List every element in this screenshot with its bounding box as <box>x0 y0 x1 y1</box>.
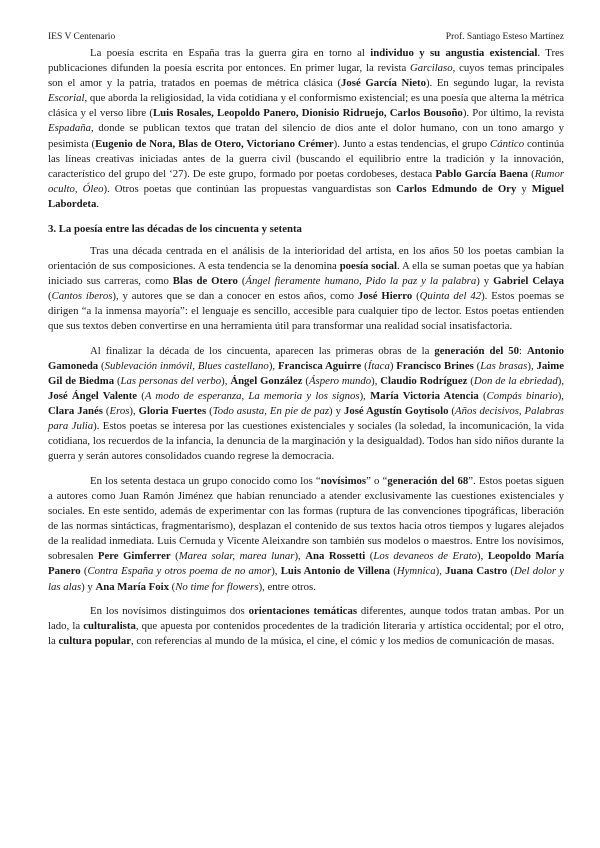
italic-title: Las personas del verbo <box>120 374 222 387</box>
text-run: ). Por último, la revista <box>462 107 565 120</box>
text-run: ), <box>435 565 446 578</box>
italic-title: Hymnica <box>396 565 436 578</box>
bold-text: Pere Gimferrer <box>97 550 171 563</box>
bold-text: Francisco Brines <box>396 359 474 372</box>
paragraph <box>48 344 564 465</box>
text-run: En los setenta destaca un grupo conocido como los “ <box>90 474 321 487</box>
italic-title: Años decisivos, Palabras para Julia <box>48 404 564 433</box>
paragraph <box>48 474 564 595</box>
bold-text: poesía social <box>339 259 397 272</box>
paragraph <box>48 604 564 649</box>
bold-text: Blas de Otero <box>172 274 238 287</box>
bold-text: Ángel González <box>230 374 303 387</box>
paragraph <box>48 244 564 335</box>
text-run: ), <box>557 374 565 387</box>
text-run: ”. Estos poetas siguen a autores como Juan Ramón Jiménez que habían renunciado a atender exclusivamente las cuestiones existenciales y sociales. En este sentido, además de experimentar con las formas (ruptura de las convenciones tipográficas, liberación de las normas sintácticas, fragmentarismo), desplazan el contenido de sus textos hacia otros tiempos y lugares alejados de la realidad inmediata. Luis Cernuda y Vicente Aleixandre son también sus modelos o maestros. Entre los novísimos, sobresalen <box>48 474 564 563</box>
text-run: . A ella se suman poetas que ya habían iniciado sus carreras, como <box>48 259 564 287</box>
text-run: ( <box>448 404 456 417</box>
text-run: ( <box>237 274 246 287</box>
text-run: ( <box>137 389 145 402</box>
italic-title: Quinta del 42 <box>419 289 482 302</box>
text-run: ( <box>170 550 179 563</box>
italic-title: Las brasas <box>480 359 528 372</box>
text-run: ), y autores que se dan a conocer en estos años, como <box>112 289 358 302</box>
italic-title: Ángel fieramente humano, Pido la paz y la palabra <box>245 274 477 287</box>
bold-text: José Hierro <box>357 289 413 302</box>
text-run: ), <box>477 550 488 563</box>
text-run: ( <box>473 359 481 372</box>
text-run: La poesía escrita en España tras la guerra gira en torno al <box>90 47 371 59</box>
text-run: ( <box>102 404 110 417</box>
header-school: IES V Centenario <box>48 32 116 42</box>
text-run: ), <box>557 389 564 402</box>
text-run: ( <box>168 580 176 593</box>
italic-title: Escorial <box>48 92 85 105</box>
italic-title: Contra España y otros poema de no amor <box>87 565 272 578</box>
bold-text: Antonio Gamoneda <box>48 344 564 372</box>
text-run: ( <box>478 389 487 402</box>
bold-text: Luis Rosales, Leopoldo Panero, Dionisio Ridruejo, Carlos Bousoño <box>152 107 463 120</box>
text-run: ) y <box>476 274 494 287</box>
text-run: , que aborda la religiosidad, la vida cotidiana y el conformismo existencial; es una poesía que alterna la métrica clásica y el verso libre ( <box>48 92 564 120</box>
text-run: ), <box>221 374 231 387</box>
text-run: ). Junto a estas tendencias, el grupo <box>333 137 491 150</box>
bold-text: Miguel Labordeta <box>48 182 564 210</box>
text-run: ), <box>129 404 139 417</box>
text-run: ( <box>361 359 368 372</box>
text-run: ), <box>294 550 306 563</box>
text-run: ) y <box>81 580 96 593</box>
text-run: ( <box>98 359 105 372</box>
text-run: ( <box>412 289 420 302</box>
italic-title: Espadaña <box>48 122 91 135</box>
header-author: Prof. Santiago Esteso Martínez <box>445 32 564 42</box>
text-run: ). Otros poetas que continúan las propuestas vanguardistas son <box>103 182 397 195</box>
text-run: ) <box>389 359 397 372</box>
text-run: . Tres publicaciones difunden la poesía escrita por entonces. En primer lugar, la revista <box>48 47 564 75</box>
italic-title: Don de la ebriedad <box>473 374 558 387</box>
bold-text: José Ángel Valente <box>48 389 138 402</box>
text-run: ), entre otros. <box>258 580 316 593</box>
italic-title: Compás binario <box>486 389 558 402</box>
bold-text: Carlos Edmundo de Ory <box>396 182 517 195</box>
bold-text: José García Nieto <box>341 77 426 90</box>
text-run: ( <box>206 404 213 417</box>
bold-text: Ana María Foix <box>95 580 169 593</box>
bold-text: Claudio Rodríguez <box>380 374 468 387</box>
bold-text: cultura popular <box>58 635 132 648</box>
text-run: ( <box>467 374 474 387</box>
italic-title: Cantos íberos <box>51 289 113 302</box>
text-run: En los novísimos distinguimos dos <box>90 605 249 618</box>
text-run: , con referencias al mundo de la música, el cine, el cómic y los medios de comunicación de masas. <box>131 635 555 648</box>
italic-title: Rumor oculto, Óleo <box>48 167 564 195</box>
bold-text: Ana Rossetti <box>305 550 366 563</box>
italic-title: Todo asusta, En pie de paz <box>212 404 330 417</box>
text-run: ). Estos poetas se interesa por las cuestiones existenciales y sociales (la soledad, la incomunicación, la vida cotidiana, los recuerdos de la infancia, la denuncia de la marginación y la desigualdad). Todos han sido niños durante la guerra y serán autores consolidados cuando regrese la democracia. <box>48 420 564 463</box>
text-run: Al finalizar la década de los cincuenta, aparecen las primeras obras de la <box>90 344 435 357</box>
text-run: ” o “ <box>366 474 388 487</box>
italic-title: Garcilaso <box>410 62 453 75</box>
text-run: ( <box>48 289 52 302</box>
bold-text: Eugenio de Nora, Blas de Otero, Victoriano Crémer <box>95 137 334 150</box>
bold-text: Clara Janés <box>48 404 103 417</box>
bold-text: generación del 68 <box>387 474 469 487</box>
text-run: ), <box>271 565 281 578</box>
text-run: ) y <box>329 404 344 417</box>
text-run: . <box>96 197 100 210</box>
bold-text: Leopoldo María Panero <box>48 550 564 578</box>
text-run: , que apuesta por contenidos procedentes de la tradición literaria y artística occidental; por el otro, la <box>48 620 564 648</box>
bold-text: Gloria Fuertes <box>138 404 207 417</box>
bold-text: José Agustín Goytisolo <box>343 404 449 417</box>
text-run: Tras una década centrada en el análisis de la interioridad del artista, en los años 50 los poetas cambian la orientación de sus composiciones. A esta tendencia se la denomina <box>48 244 564 272</box>
page-header <box>48 32 564 43</box>
italic-title: Del dolor y las alas <box>48 565 564 593</box>
bold-text: María Victoria Atencia <box>370 389 479 402</box>
text-run: , donde se publican textos que tratan del silencio de dios ante el dolor humano, con un tono amargo y pesimista ( <box>48 122 564 150</box>
italic-title: Sublevación inmóvil, Blues castellano <box>104 359 269 372</box>
text-run: continúa las líneas creativas iniciadas antes de la guerra civil (buscando el equilibrio entre la tradición y la innovación, característico del grupo del ‘27). De este grupo, formado por poetas cordobeses, destaca <box>48 137 564 180</box>
italic-title: Los devaneos de Erato <box>373 550 478 563</box>
text-run: ), <box>359 389 371 402</box>
bold-text: culturalista <box>83 620 136 633</box>
text-run: ). En segundo lugar, la revista <box>425 77 564 90</box>
bold-text: Luis Antonio de Villena <box>280 565 391 578</box>
text-run: ). Estos poemas se dirigen “a la inmensa mayoría”: el lenguaje es sencillo, accesible para cualquier tipo de lector. Estos poetas entienden que sus textos deben convertirse en una herramienta útil para transformar una realidad social insatisfactoria. <box>48 289 564 332</box>
bold-text: novísimos <box>320 474 367 487</box>
text-run: : <box>518 344 527 357</box>
text-run: ), <box>527 359 537 372</box>
italic-title: Eros <box>109 404 130 417</box>
bold-text: Pablo García Baena <box>435 167 529 180</box>
italic-title: A modo de esperanza, La memoria y los signos <box>144 389 360 402</box>
text-run: ( <box>507 565 515 578</box>
paragraph <box>48 46 564 212</box>
section-heading: 3. La poesía entre las décadas de los cincuenta y setenta <box>48 222 302 235</box>
italic-title: No time for flowers <box>175 580 259 593</box>
bold-text: generación del 50 <box>434 344 519 357</box>
text-run: ( <box>528 167 535 180</box>
text-run: , cuyos temas principales son el amor y la patria, tratados en poemas de métrica clásica ( <box>48 62 564 90</box>
text-run: ), <box>371 374 381 387</box>
text-run: ), <box>268 359 278 372</box>
bold-text: Francisca Aguirre <box>277 359 362 372</box>
text-run: ( <box>390 565 397 578</box>
italic-title: Áspero mundo <box>308 374 372 387</box>
bold-text: individuo y su angustia existencial <box>370 47 538 59</box>
bold-text: Gabriel Celaya <box>493 274 564 287</box>
text-run: ( <box>302 374 309 387</box>
text-run: ( <box>80 565 88 578</box>
text-run: ( <box>114 374 121 387</box>
text-run: ( <box>365 550 374 563</box>
italic-title: Marea solar, marea lunar <box>178 550 295 563</box>
text-run: diferentes, aunque todos tratan ambas. Por un lado, la <box>48 605 564 633</box>
text-run: y <box>516 182 532 195</box>
bold-text: Juana Castro <box>445 565 508 578</box>
bold-text: orientaciones temáticas <box>248 605 358 618</box>
italic-title: Ítaca <box>367 359 390 372</box>
bold-text: Jaime Gil de Biedma <box>48 359 564 387</box>
italic-title: Cántico <box>490 137 525 150</box>
